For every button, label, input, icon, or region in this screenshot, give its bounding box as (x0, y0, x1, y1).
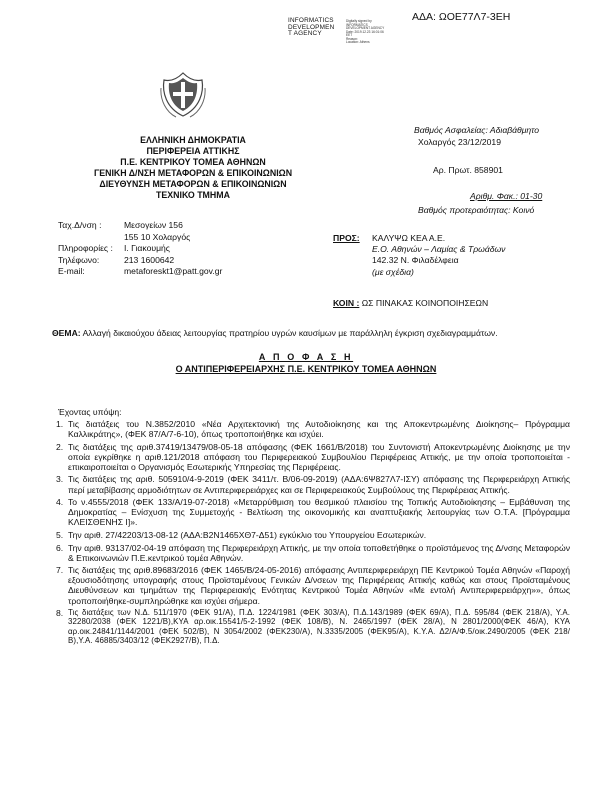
contact-label: Τηλέφωνο: (58, 254, 100, 265)
contact-label: Πληροφορίες : (58, 243, 113, 254)
item-text: Τις διατάξεις του Ν.3852/2010 «Νέα Αρχιτεκτονική της Αυτοδιοίκησης και της Αποκεντρωμένης Διοίκησης– Πρόγραμμα Καλλικράτης», (ΦΕΚ 87/Α/7-6-10), όπως τροποποιήθηκε και ισχύει. (68, 419, 570, 440)
stamp-detail-line: Digitally signed by (346, 19, 372, 23)
item-text: Τις διατάξεις της αριθ. 505910/4-9-2019 (ΦΕΚ 3411/τ. Β/06-09-2019) (ΑΔΑ:6Ψ827Λ7-ΙΣΥ) απόφασης της Περιφερειάρχη Αττικής περί μεταβίβασης αρμοδιότητων σε Αντιπεριφερειάρχες και σε Περιφερειακούς Συμβούλους της Περιφέρειας Αττικής. (68, 474, 570, 495)
stamp-details (346, 20, 384, 45)
priority-level: Βαθμός προτεραιότητας: Κοινό (418, 205, 535, 215)
list-item (56, 565, 570, 606)
stamp-detail-line: Date: 2019.12.23 16:01:06 (346, 29, 384, 34)
contact-value: Μεσογείων 156 (124, 220, 183, 230)
item-text: Το ν.4555/2018 (ΦΕΚ 133/Α/19-07-2018) «Μεταρρύθμιση του θεσμικού πλαισίου της Τοπικής Αυτοδιοίκησης – Εμβάθυνση της Δημοκρατίας – Ενίσχυση της Συμμετοχής - Βελτίωση της οικονομικής και αναπτυξιακής λειτουργίας των Ο.Τ.Α. [Πρόγραμμα ΚΛΕΙΣΘΕΝΗΣ Ι]». (68, 497, 570, 528)
protocol-number: Αρ. Πρωτ. 858901 (433, 165, 503, 175)
decision-subheading: Ο ΑΝΤΙΠΕΡΙΦΕΡΕΙΑΡΧΗΣ Π.Ε. ΚΕΝΤΡΙΚΟΥ ΤΟΜΕΑ ΑΘΗΝΩΝ (175, 363, 437, 374)
subject-line (52, 328, 498, 338)
decision-heading: Α Π Ο Φ Α Σ Η (258, 352, 354, 362)
contact-row (58, 266, 222, 278)
item-text: Τις διατάξεις των Ν.Δ. 511/1970 (ΦΕΚ 91/Α), Π.Δ. 1224/1981 (ΦΕΚ 303/Α), Π.Δ.143/1989 (ΦΕΚ 69/Α), Π.Δ. 595/84 (ΦΕΚ 218/Α), Υ.Α. 32280/2038 (ΦΕΚ 1221/Β),ΚΥΑ αρ.οικ.15541/5-2-1992 (ΦΕΚ 108/Β), Ν. 2465/1997 (ΦΕΚ 28/Α), Ν 2801/2000(ΦΕΚ 46/Α), ΚΥΑ αρ.οικ.24841/1144/2001 (ΦΕΚ 502/Β), Ν 3054/2002 (ΦΕΚ230/Α), Ν.3335/2005 (ΦΕΚ95/Α), Κ.Υ.Α. Δ2/Α/Φ.5/οικ.2490/2005 (ΦΕΚ 218/Β),Υ.Α. 46885/3403/12 (ΦΕΚ2927/Β), Π.Δ. (68, 608, 570, 646)
authority-header (68, 135, 318, 201)
recipient-label: ΠΡΟΣ: (333, 233, 360, 243)
stamp-line: T AGENCY (288, 30, 322, 38)
item-number: 5. (56, 529, 64, 540)
recipient-line: Ε.Ο. Αθηνών – Λαμίας & Τρωάδων (372, 244, 506, 255)
list-item (56, 543, 570, 563)
header-line: Π.Ε. ΚΕΝΤΡΙΚΟΥ ΤΟΜΕΑ ΑΘΗΝΩΝ (120, 157, 266, 168)
header-line: ΠΕΡΙΦΕΡΕΙΑ ΑΤΤΙΚΗΣ (146, 146, 240, 157)
item-number: 2. (56, 441, 64, 452)
item-number: 8. (56, 608, 64, 619)
subject-text: Αλλαγή δικαιούχου άδειας λειτουργίας πρατηρίου υγρών καυσίμων με παράλληλη έγκριση σχεδιαγραμμάτων. (82, 328, 498, 338)
contact-value: Ι. Γιακουμής (124, 243, 170, 254)
contact-value: metaforeskt1@patt.gov.gr (124, 266, 223, 277)
list-item (56, 419, 570, 439)
item-text: Την αριθ. 93137/02-04-19 απόφαση της Περιφερειάρχη Αττικής, με την οποία τοποθετήθηκε ο προϊστάμενος της Δ/νσης Μεταφορών & Επικοινωνιών Π.Ε.κεντρικού τομέα Αθηνών. (68, 542, 570, 563)
contact-value: 213 1600642 (124, 254, 175, 265)
recipient-line: 142.32 Ν. Φιλαδέλφεια (372, 255, 459, 266)
header-line: ΕΛΛΗΝΙΚΗ ΔΗΜΟΚΡΑΤΙΑ (140, 135, 246, 145)
contact-label: Ταχ.Δ/νση : (58, 220, 102, 230)
stamp-detail-line: DEVELOPMENT AGENCY (346, 26, 385, 31)
list-item (56, 497, 570, 527)
stamp-detail-line: INFORMATICS (346, 22, 368, 27)
ada-code: ΑΔΑ: ΩΟΕ77Λ7-3ΕΗ (412, 11, 511, 23)
cc-value: ΩΣ ΠΙΝΑΚΑΣ ΚΟΙΝΟΠΟΙΗΣΕΩΝ (361, 298, 489, 308)
place-date: Χολαργός 23/12/2019 (418, 137, 501, 147)
item-number: 6. (56, 542, 64, 553)
contact-label: E-mail: (58, 266, 85, 277)
item-number: 7. (56, 565, 64, 576)
header-line: ΔΙΕΥΘΥΝΣΗ ΜΕΤΑΦΟΡΩΝ & ΕΠΙΚΟΙΝΩΝΙΩΝ (99, 179, 287, 190)
recipient-line: ΚΑΛΥΨΩ ΚΕΑ Α.Ε. (372, 233, 446, 243)
contact-row (58, 232, 222, 244)
item-text: Τις διατάξεις της αριθ.89683/2016 (ΦΕΚ 1465/Β/24-05-2016) απόφασης Αντιπεριφερειάρχη ΠΕ Κεντρικού Τομέα Αθηνών «Παροχή εξουσιοδότησης υπογραφής στους Προϊσταμένους Γενικών Δ/νσεων της Περιφέρειας Αττικής καθώς και στους Προϊσταμένους Διευθύνσεων και τμημάτων της Περιφερειακής Ενότητας Κεντρικού Τομέα Αθηνών «Με εντολή Αντιπεριφερειάρχη»», όπως τροποποιήθηκε-συμπληρώθηκε και ισχύει σήμερα. (68, 565, 570, 606)
contact-label (58, 232, 124, 244)
header-line: ΤΕΧΝΙΚΟ ΤΜΗΜΑ (156, 190, 230, 201)
contact-row (58, 243, 222, 255)
digital-signature-stamp (288, 18, 334, 38)
list-item (56, 608, 570, 645)
stamp-detail-line: Location: Athens (346, 40, 370, 45)
greek-coat-of-arms-icon (160, 68, 206, 122)
subject-label: ΘΕΜΑ: (52, 328, 81, 338)
recipient-block (372, 233, 505, 278)
list-item (56, 474, 570, 494)
item-text: Την αριθ. 27/42203/13-08-12 (ΑΔΑ:Β2Ν1465ΧΘ7-Δ51) εγκύκλιο του Υπουργείου Εσωτερικών. (68, 529, 427, 540)
contact-details (58, 220, 222, 278)
considerations-intro: Έχοντας υπόψη: (58, 407, 122, 417)
list-item (56, 530, 570, 540)
contact-row (58, 220, 222, 232)
cc-label: ΚΟΙΝ : (333, 298, 360, 308)
header-line: ΓΕΝΙΚΗ Δ/ΝΣΗ ΜΕΤΑΦΟΡΩΝ & ΕΠΙΚΟΙΝΩΝΙΩΝ (93, 168, 293, 179)
item-number: 3. (56, 474, 64, 485)
stamp-line: DEVELOPMEN (288, 23, 335, 31)
item-number: 4. (56, 497, 64, 508)
security-classification: Βαθμός Ασφαλείας: Αδιαβάθμητο (414, 125, 540, 135)
stamp-detail-line: Reason: (346, 36, 358, 41)
item-text: Τις διατάξεις της αριθ.37419/13479/08-05-18 απόφασης (ΦΕΚ 1661/Β/2018) του Συντονιστή Αποκεντρωμένης Διοίκησης με την οποία εγκρίθηκε η αριθ.121/2018 απόφαση του Περιφερειακού Συμβουλίου Περιφέρειας Αττικής, με την οποία τροποποιείται - επικαιροποιείται ο Οργανισμός Εσωτερικής Υπηρεσίας της Περιφέρειας. (68, 441, 570, 472)
considerations-list (56, 419, 570, 648)
recipient-line: (με σχέδια) (372, 266, 414, 277)
file-number-text: Αριθμ. Φακ.: 01-30 (470, 191, 543, 201)
stamp-line: INFORMATICS (288, 17, 334, 24)
decision-title (0, 352, 612, 375)
file-number (470, 191, 542, 201)
list-item (56, 442, 570, 472)
stamp-detail-line: EET (346, 33, 353, 38)
cc-line (333, 298, 488, 308)
item-number: 1. (56, 419, 64, 429)
contact-value: 155 10 Χολαργός (124, 231, 191, 242)
contact-row (58, 255, 222, 267)
